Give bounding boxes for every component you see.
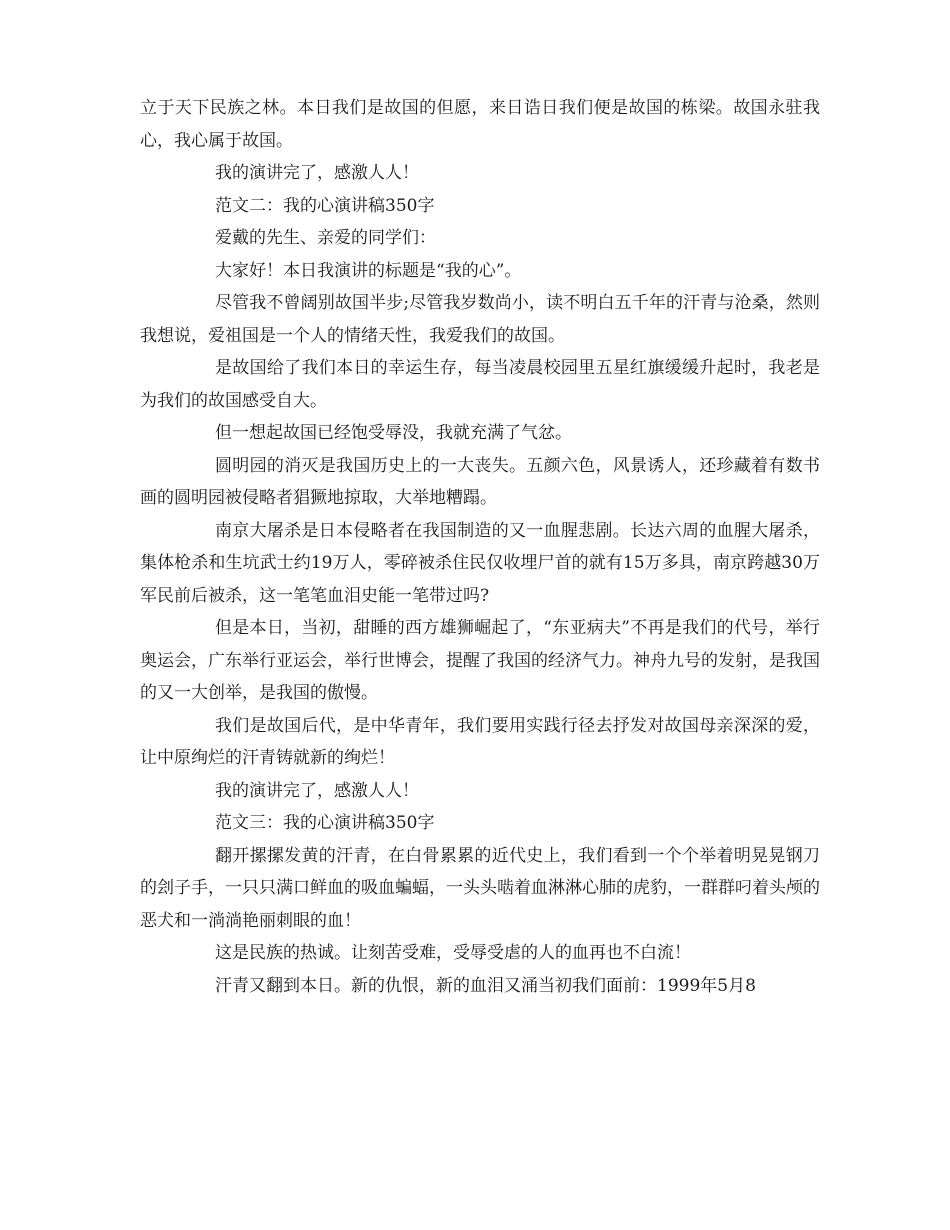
document-body	[140, 92, 820, 1002]
paragraph: 但一想起故国已经饱受辱没，我就充满了气忿。	[215, 423, 572, 443]
paragraph: 是故国给了我们本日的幸运生存，每当凌晨校园里五星红旗缓缓升起时，我老是为我们的故国感受自大。	[140, 358, 820, 411]
paragraph-closing: 我的演讲完了，感激人人！	[215, 163, 419, 183]
paragraph: 但是本日，当初，甜睡的西方雄狮崛起了，“东亚病夫”不再是我们的代号，举行奥运会，广东举行亚运会，举行世博会，提醒了我国的经济气力。神舟九号的发射，是我国的又一大创举，是我国的傲慢。	[140, 618, 820, 703]
paragraph: 圆明园的消灭是我国历史上的一大丧失。五颜六色，风景诱人，还珍藏着有数书画的圆明园被侵略者猖獗地掠取，大举地糟蹋。	[140, 455, 820, 508]
paragraph: 我们是故国后代，是中华青年，我们要用实践行径去抒发对故国母亲深深的爱，让中原绚烂的汗青铸就新的绚烂！	[140, 715, 820, 768]
section-heading-sample-three: 范文三：我的心演讲稿350字	[215, 813, 435, 833]
paragraph: 南京大屠杀是日本侵略者在我国制造的又一血腥悲剧。长达六周的血腥大屠杀，集体枪杀和生坑武士约19万人，零碎被杀住民仅收埋尸首的就有15万多具，南京跨越30万军民前后被杀，这一笔笔血泪史能一笔带过吗?	[140, 520, 820, 606]
paragraph: 这是民族的热诚。让刻苦受难，受辱受虐的人的血再也不白流！	[215, 943, 691, 963]
paragraph: 汗青又翻到本日。新的仇恨，新的血泪又涌当初我们面前：1999年5月8	[215, 975, 756, 996]
section-heading-sample-two: 范文二：我的心演讲稿350字	[215, 195, 435, 216]
paragraph: 翻开摞摞发黄的汗青，在白骨累累的近代史上，我们看到一个个举着明晃晃钢刀的刽子手，一只只满口鲜血的吸血蝙蝠，一头头啮着血淋淋心肺的虎豹，一群群叼着头颅的恶犬和一淌淌艳丽刺眼的血！	[140, 845, 820, 931]
paragraph: 尽管我不曾阔别故国半步;尽管我岁数尚小，读不明白五千年的汗青与沧桑，然则我想说，爱祖国是一个人的情绪天性，我爱我们的故国。	[140, 293, 820, 346]
paragraph-salutation: 爱戴的先生、亲爱的同学们：	[215, 228, 436, 248]
paragraph-continuation: 立于天下民族之林。本日我们是故国的但愿，来日诰日我们便是故国的栋梁。故国永驻我心，我心属于故国。	[140, 98, 820, 151]
paragraph-closing: 我的演讲完了，感激人人！	[215, 780, 419, 801]
paragraph-greeting: 大家好！本日我演讲的标题是“我的心”。	[215, 260, 522, 281]
